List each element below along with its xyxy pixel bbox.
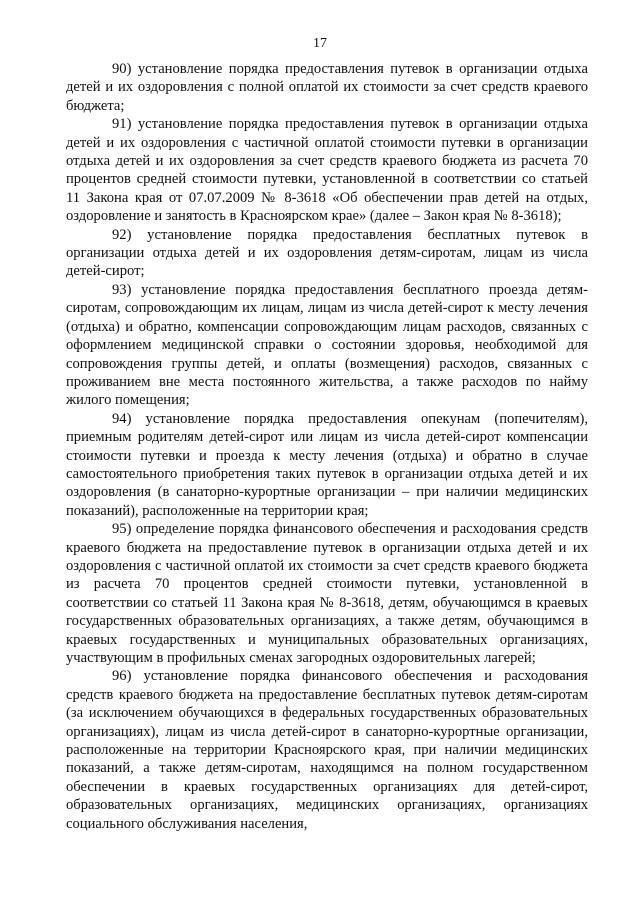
paragraph-item-93: 93) установление порядка предоставления бесплатного проезда детям-сиротам, сопровождающим их лицам, лицам из числа детей-сирот к месту лечения (отдыха) и обратно, компенсации сопровождающим лицам расходов, связанных с оформлением медицинской справки о состоянии здоровья, необходимой для сопровождения группы детей, и оплаты (возмещения) расходов, связанных с проживанием вне места постоянного жительства, а также расходов по найму жилого помещения;	[66, 281, 588, 409]
document-body	[66, 60, 588, 833]
paragraph-item-94: 94) установление порядка предоставления опекунам (попечителям), приемным родителям детей-сирот или лицам из числа детей-сирот компенсации стоимости путевки и проезда к месту лечения (отдыха) и обратно в случае самостоятельного приобретения таких путевок в организации отдыха детей и их оздоровления (в санаторно-курортные организации – при наличии медицинских показаний), расположенные на территории края;	[66, 410, 588, 519]
paragraph-item-91: 91) установление порядка предоставления путевок в организации отдыха детей и их оздоровления с частичной оплатой стоимости путевки в организации отдыха детей и их оздоровления за счет средств краевого бюджета из расчета 70 процентов средней стоимости путевки, установленной в соответствии со статьей 11 Закона края от 07.07.2009 № 8-3618 «Об обеспечении прав детей на отдых, оздоровление и занятость в Красноярском крае» (далее – Закон края № 8-3618);	[66, 116, 588, 225]
paragraph-item-96: 96) установление порядка финансового обеспечения и расходования средств краевого бюджета на предоставление бесплатных путевок детям-сиротам (за исключением обучающихся в федеральных государственных образовательных организациях), лицам из числа детей-сирот в санаторно-курортные организации, расположенные на территории Красноярского края, при наличии медицинских показаний, а также детям-сиротам, находящимся на полном государственном обеспечении в краевых государственных организациях для детей-сирот, образовательных организациях, медицинских организациях, организациях социального обслуживания населения,	[66, 668, 588, 832]
paragraph-item-90: 90) установление порядка предоставления путевок в организации отдыха детей и их оздоровления с полной оплатой их стоимости за счет средств краевого бюджета;	[66, 61, 588, 114]
paragraph-item-92: 92) установление порядка предоставления бесплатных путевок в организации отдыха детей и их оздоровления детям-сиротам, лицам из числа детей-сирот;	[66, 226, 588, 280]
page-number: 17	[313, 36, 327, 51]
paragraph-item-95: 95) определение порядка финансового обеспечения и расходования средств краевого бюджета на предоставление путевок в организации отдыха детей и их оздоровления с частичной оплатой их стоимости за счет средств краевого бюджета из расчета 70 процентов средней стоимости путевки, установленной в соответствии со статьей 11 Закона края № 8-3618, детям, обучающимся в краевых государственных образовательных организациях, а также детям, обучающимся в краевых государственных и муниципальных образовательных организациях, участвующим в профильных сменах загородных оздоровительных лагерей;	[66, 521, 588, 666]
